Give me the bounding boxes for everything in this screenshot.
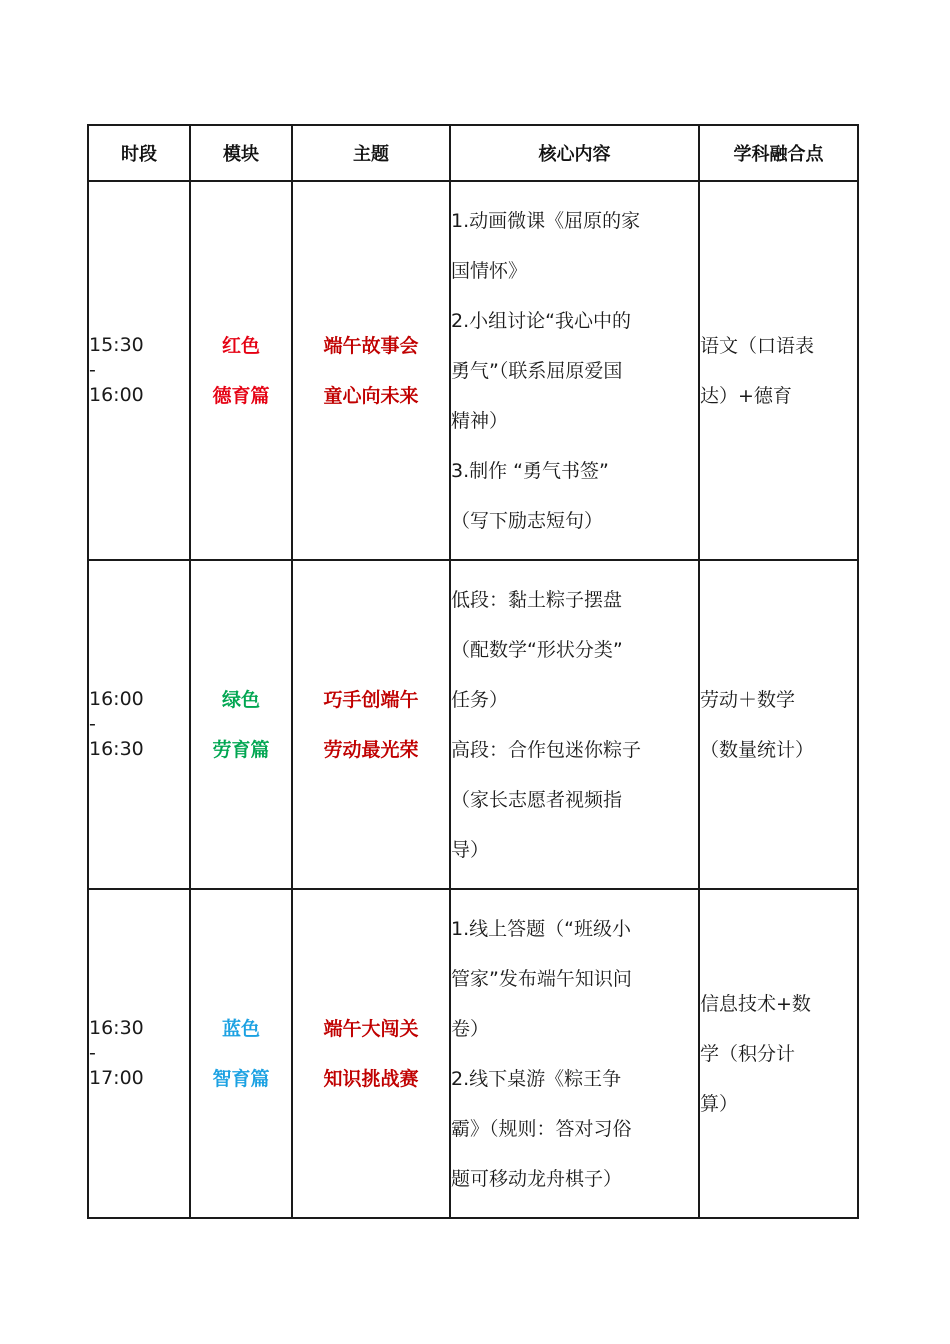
content-line: （家长志愿者视频指 [451, 788, 623, 811]
content-line: 题可移动龙舟棋子） [451, 1167, 623, 1190]
content-line: 霸》（规则：答对习俗 [451, 1117, 632, 1140]
content-line: 2.线下桌游《粽王争 [451, 1067, 622, 1090]
time-cell [88, 560, 190, 889]
content-line: 勇气”（联系屈原爱国 [451, 359, 623, 382]
content-line: （配数学“形状分类” [451, 638, 623, 661]
subject-line: 语文（口语表 [700, 334, 815, 357]
module-cell [190, 889, 292, 1218]
theme-line: 劳动最光荣 [323, 738, 419, 761]
content-line: 导） [451, 838, 490, 861]
subject-line: 信息技术+数 [700, 992, 811, 1015]
module-cell [190, 560, 292, 889]
header-module: 模块 [190, 125, 292, 181]
time-cell [88, 181, 190, 560]
subject-line: 学（积分计 [700, 1042, 796, 1065]
header-time: 时段 [88, 125, 190, 181]
subject-cell [699, 560, 858, 889]
content-line: 高段：合作包迷你粽子 [451, 738, 642, 761]
schedule-table [87, 124, 859, 1219]
subject-line: （数量统计） [700, 738, 815, 761]
content-cell [450, 889, 699, 1218]
theme-line: 知识挑战赛 [323, 1067, 419, 1090]
time-start: 16:30 [89, 1017, 144, 1039]
header-content: 核心内容 [450, 125, 699, 181]
subject-line: 劳动＋数学 [700, 688, 796, 711]
time-sep: - [89, 713, 96, 735]
theme-line: 巧手创端午 [323, 688, 419, 711]
time-start: 15:30 [89, 334, 144, 356]
time-sep: - [89, 359, 96, 381]
content-cell [450, 560, 699, 889]
time-end: 16:00 [89, 384, 144, 406]
subject-line: 达）+德育 [700, 384, 792, 407]
subject-cell [699, 889, 858, 1218]
table-row [88, 181, 858, 560]
header-subject: 学科融合点 [699, 125, 858, 181]
content-line: 2.小组讨论“我心中的 [451, 309, 631, 332]
content-cell [450, 181, 699, 560]
content-line: 管家”发布端午知识问 [451, 967, 632, 990]
subject-cell [699, 181, 858, 560]
table-row [88, 560, 858, 889]
content-line: 3.制作 “勇气书签” [451, 459, 609, 482]
theme-line: 端午故事会 [323, 334, 419, 357]
theme-line: 童心向未来 [323, 384, 419, 407]
module-name: 劳育篇 [212, 738, 270, 761]
content-line: 任务） [451, 688, 509, 711]
module-name: 德育篇 [212, 384, 270, 407]
time-start: 16:00 [89, 688, 144, 710]
content-line: （写下励志短句） [451, 509, 604, 532]
time-cell [88, 889, 190, 1218]
module-color-label: 蓝色 [221, 1017, 260, 1040]
content-line: 卷） [451, 1017, 490, 1040]
content-line: 精神） [451, 409, 509, 432]
theme-cell [292, 889, 450, 1218]
subject-line: 算） [700, 1092, 739, 1115]
module-color-label: 红色 [221, 334, 260, 357]
time-end: 16:30 [89, 738, 144, 760]
content-line: 低段：黏土粽子摆盘 [451, 588, 623, 611]
theme-cell [292, 181, 450, 560]
module-name: 智育篇 [212, 1067, 270, 1090]
content-line: 1.动画微课《屈原的家 [451, 209, 641, 232]
time-end: 17:00 [89, 1067, 144, 1089]
module-cell [190, 181, 292, 560]
theme-cell [292, 560, 450, 889]
header-row [88, 125, 858, 181]
table-row [88, 889, 858, 1218]
time-sep: - [89, 1042, 96, 1064]
module-color-label: 绿色 [221, 688, 260, 711]
content-line: 1.线上答题（“班级小 [451, 917, 631, 940]
theme-line: 端午大闯关 [323, 1017, 419, 1040]
header-theme: 主题 [292, 125, 450, 181]
content-line: 国情怀》 [451, 259, 528, 282]
